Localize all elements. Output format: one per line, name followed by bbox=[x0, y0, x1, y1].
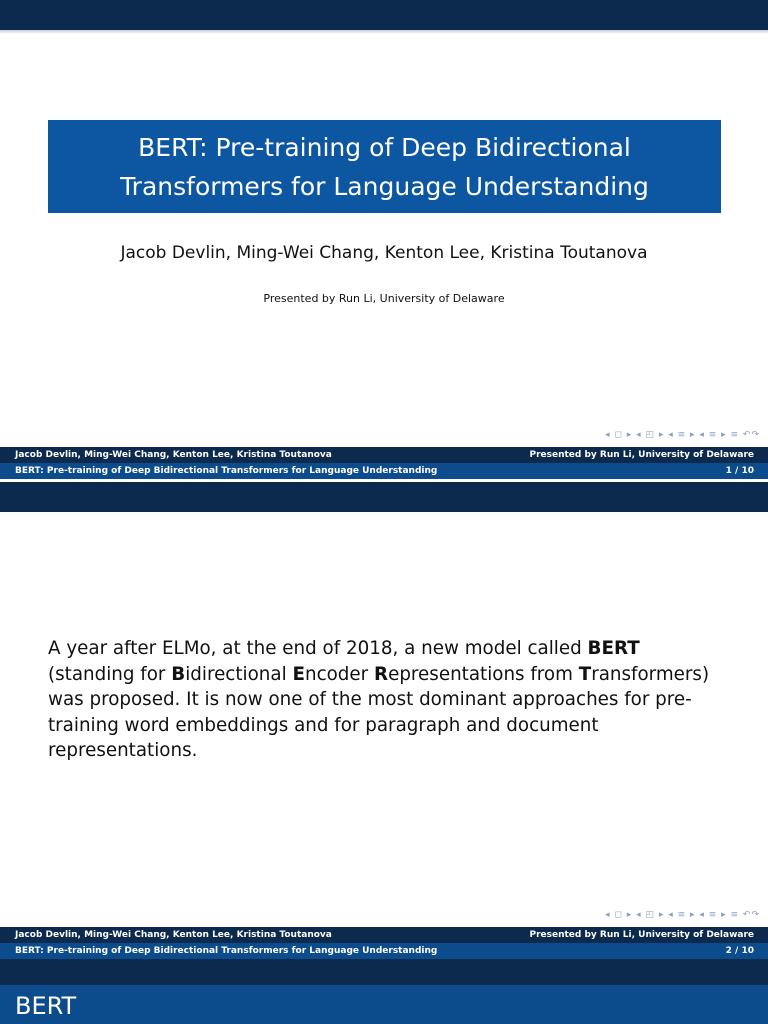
slide-2 bbox=[0, 512, 768, 985]
authors: Jacob Devlin, Ming-Wei Chang, Kenton Lee, Kristina Toutanova bbox=[120, 243, 648, 263]
slide-bottom-bar bbox=[0, 959, 768, 985]
footer-row-bottom bbox=[0, 943, 768, 959]
bold-term: BERT bbox=[587, 638, 640, 659]
header-shadow bbox=[0, 30, 768, 34]
footer-row-top bbox=[0, 447, 768, 463]
navigation-controls[interactable]: ◂ ◻ ▸ ◂ ◰ ▸ ◂ ≡ ▸ ◂ ≡ ▸ ≡ ↶↷ bbox=[604, 910, 760, 920]
footer-presenter: Presented by Run Li, University of Delaware bbox=[529, 450, 754, 460]
footer-authors: Jacob Devlin, Ming-Wei Chang, Kenton Lee, Kristina Toutanova bbox=[15, 450, 332, 460]
footer-authors: Jacob Devlin, Ming-Wei Chang, Kenton Lee, Kristina Toutanova bbox=[15, 930, 332, 940]
title-box bbox=[48, 120, 721, 213]
text: (standing for bbox=[48, 663, 172, 685]
page-number: 2 / 10 bbox=[725, 946, 754, 956]
footer bbox=[0, 927, 768, 959]
slide-bottom-bar bbox=[0, 482, 768, 512]
slide-3 bbox=[0, 985, 768, 1024]
text: epresentations from bbox=[388, 663, 579, 685]
footer-row-bottom bbox=[0, 463, 768, 479]
presenter: Presented by Run Li, University of Delaware bbox=[263, 292, 505, 305]
footer bbox=[0, 447, 768, 479]
slide-title: BERT: Pre-training of Deep Bidirectional Transformers for Language Understanding bbox=[120, 132, 649, 201]
bold-letter: R bbox=[374, 663, 389, 685]
bold-letter: B bbox=[171, 663, 186, 685]
text: ransformers) was proposed. It is now one of the most dominant approaches for pre-training word embeddings and for paragraph and document representations. bbox=[48, 663, 710, 761]
text: idirectional bbox=[185, 663, 293, 685]
footer-presenter: Presented by Run Li, University of Delaware bbox=[529, 930, 754, 940]
frame-title-bar bbox=[0, 985, 768, 1024]
navigation-controls[interactable]: ◂ ◻ ▸ ◂ ◰ ▸ ◂ ≡ ▸ ◂ ≡ ▸ ≡ ↶↷ bbox=[604, 430, 760, 440]
slide-header-bar bbox=[0, 0, 768, 30]
frame-title: BERT bbox=[15, 992, 77, 1020]
bold-letter: T bbox=[578, 663, 592, 685]
text: A year after ELMo, at the end of 2018, a new model called bbox=[48, 638, 588, 659]
footer-title: BERT: Pre-training of Deep Bidirectional Transformers for Language Understanding bbox=[15, 946, 438, 956]
footer-row-top bbox=[0, 927, 768, 943]
page-number: 1 / 10 bbox=[725, 466, 754, 476]
footer-title: BERT: Pre-training of Deep Bidirectional Transformers for Language Understanding bbox=[15, 466, 438, 476]
bold-letter: E bbox=[292, 663, 305, 685]
text: ncoder bbox=[304, 663, 374, 685]
body-paragraph bbox=[48, 636, 728, 764]
